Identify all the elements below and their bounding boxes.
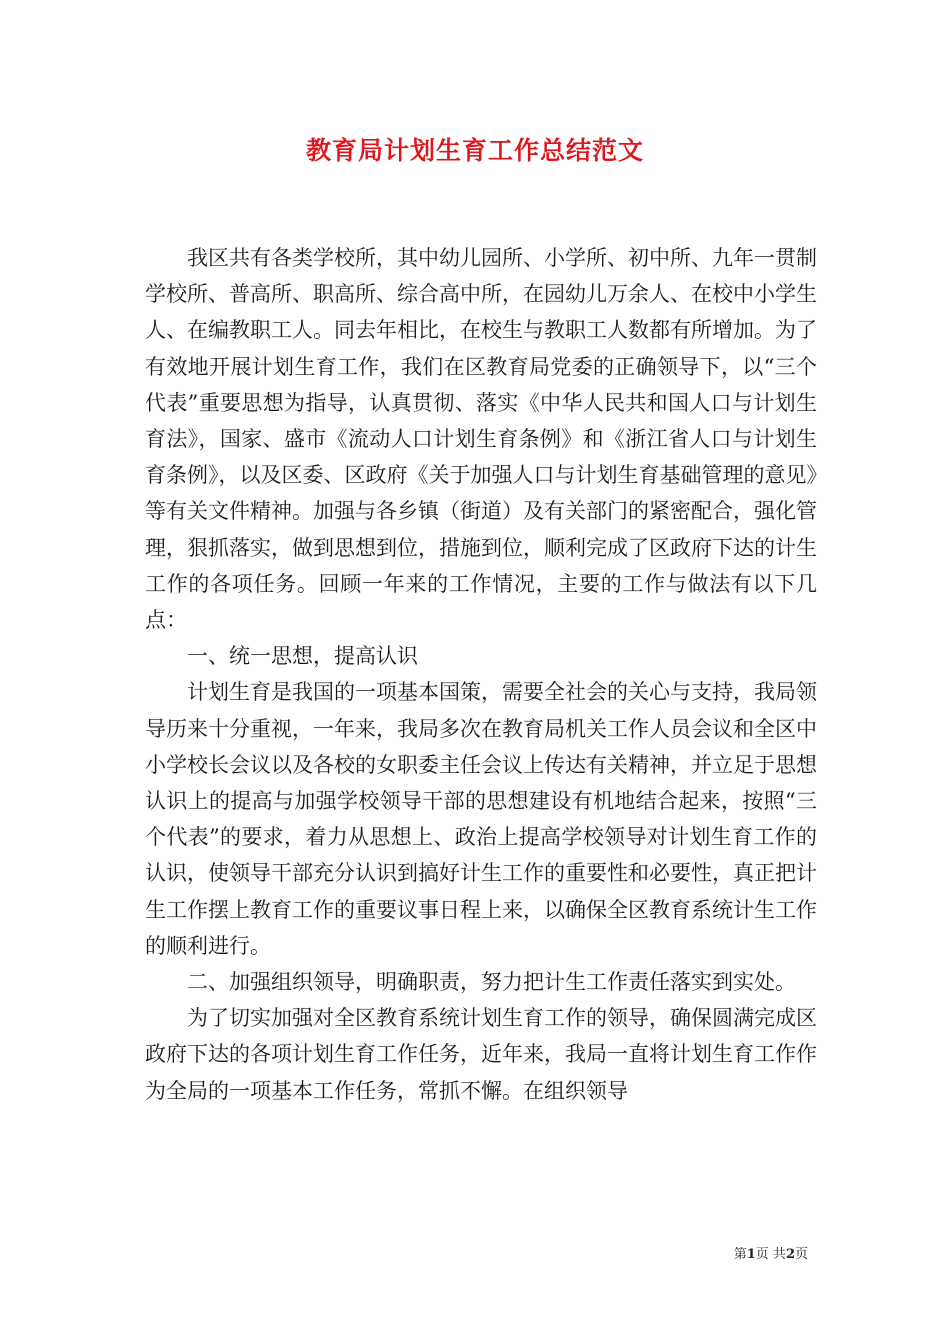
- footer-suffix: 页: [794, 1247, 808, 1262]
- document-body: [145, 240, 817, 1109]
- footer-total-pages: 2: [785, 1247, 795, 1262]
- page-number-footer: [734, 1246, 808, 1264]
- section-heading-1: 一、统一思想，提高认识: [187, 644, 418, 669]
- footer-middle: 页 共: [755, 1247, 786, 1262]
- footer-prefix: 第: [733, 1247, 747, 1262]
- document-title: 教育局计划生育工作总结范文: [305, 136, 644, 165]
- paragraph-section-2: 为了切实加强对全区教育系统计划生育工作的领导，确保圆满完成区政府下达的各项计划生育工作任务，近年来，我局一直将计划生育工作作为全局的一项基本工作任务，常抓不懈。在组织领导: [145, 1006, 817, 1103]
- paragraph-intro: 我区共有各类学校所，其中幼儿园所、小学所、初中所、九年一贯制学校所、普高所、职高所、综合高中所，在园幼儿万余人、在校中小学生人、在编教职工人。同去年相比，在校生与教职工人数都有所增加。为了有效地开展计划生育工作，我们在区教育局党委的正确领导下，以“三个代表”重要思想为指导，认真贯彻、落实《中华人民共和国人口与计划生育法》，国家、盛市《流动人口计划生育条例》和《浙江省人口与计划生育条例》，以及区委、区政府《关于加强人口与计划生育基础管理的意见》等有关文件精神。加强与各乡镇（街道）及有关部门的紧密配合，强化管理，狠抓落实，做到思想到位，措施到位，顺利完成了区政府下达的计生工作的各项任务。回顾一年来的工作情况，主要的工作与做法有以下几点：: [145, 246, 817, 633]
- paragraph-section-1: 计划生育是我国的一项基本国策，需要全社会的关心与支持，我局领导历来十分重视，一年来，我局多次在教育局机关工作人员会议和全区中小学校长会议以及各校的女职委主任会议上传达有关精神，并立足于思想认识上的提高与加强学校领导干部的思想建设有机地结合起来，按照“三个代表”的要求，着力从思想上、政治上提高学校领导对计划生育工作的认识，使领导干部充分认识到搞好计生工作的重要性和必要性，真正把计生工作摆上教育工作的重要议事日程上来，以确保全区教育系统计生工作的顺利进行。: [145, 680, 817, 958]
- section-heading-2: 二、加强组织领导，明确职责，努力把计生工作责任落实到实处。: [187, 970, 796, 995]
- footer-current-page: 1: [746, 1247, 756, 1262]
